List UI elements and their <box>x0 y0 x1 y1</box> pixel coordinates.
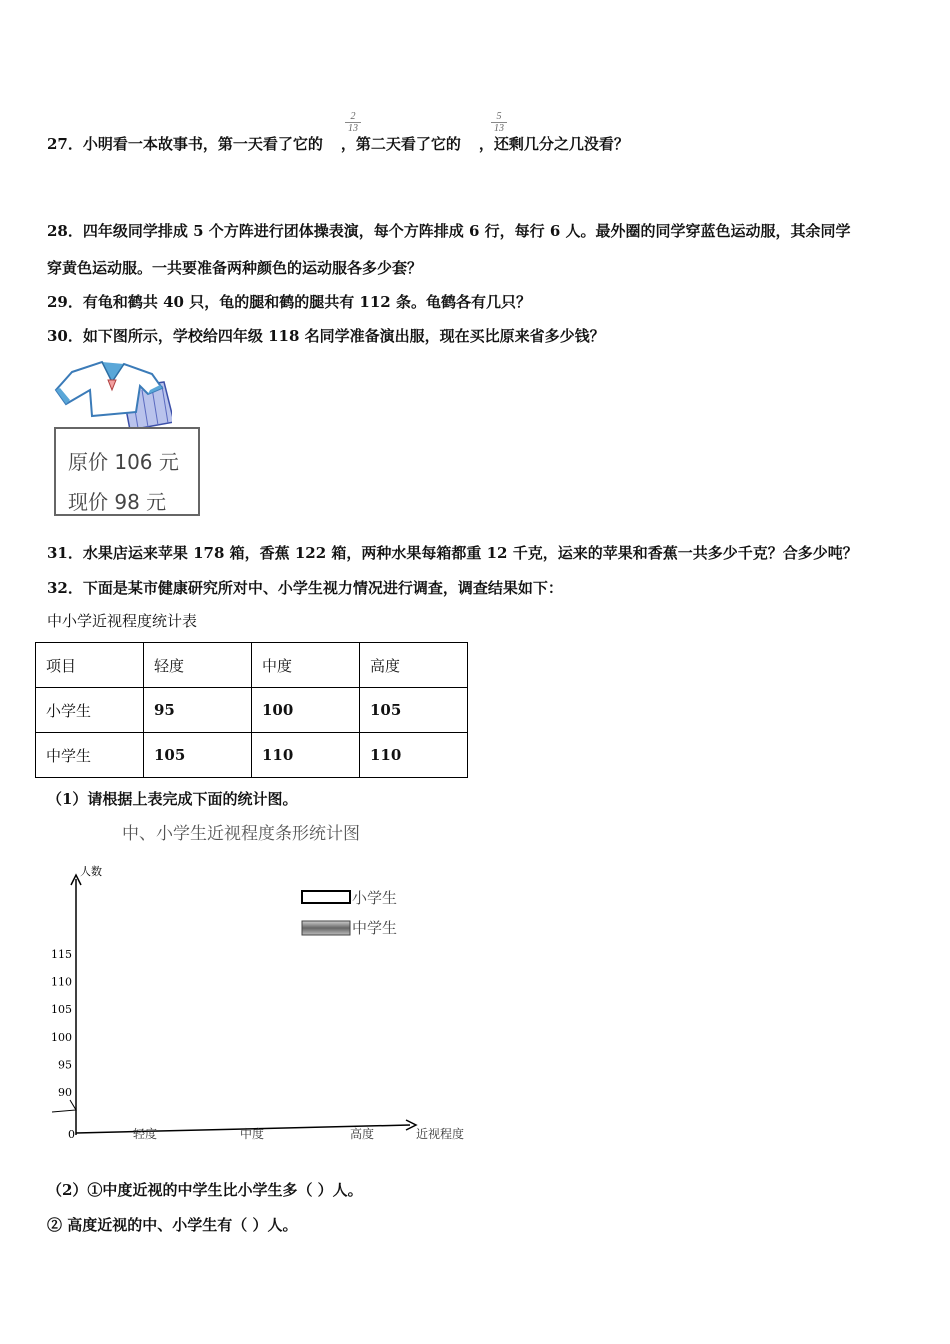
table-header-row <box>36 643 468 688</box>
table-row <box>36 733 468 778</box>
table-row <box>36 688 468 733</box>
table-cell: 小学生 <box>36 688 144 733</box>
legend-label-secondary: 中学生 <box>352 919 398 937</box>
table-header-cell: 高度 <box>360 643 468 688</box>
table-cell: 95 <box>144 688 252 733</box>
costume-illustration <box>52 360 172 432</box>
question-31: 31．水果店运来苹果 178 箱，香蕉 122 箱，两种水果每箱都重 12 千克，运来的苹果和香蕉一共多少千克？合多少吨？ <box>47 544 858 562</box>
myopia-table <box>35 642 468 778</box>
q27-fraction-1 <box>345 111 361 134</box>
question-32-part2a: （2）①中度近视的中学生比小学生多（ ）人。 <box>47 1181 363 1199</box>
table-header-cell: 项目 <box>36 643 144 688</box>
table-title: 中小学近视程度统计表 <box>47 612 198 630</box>
y-tick-label: 90 <box>58 1086 72 1099</box>
q27-text-part3: ，还剩几分之几没看？ <box>478 135 629 153</box>
table-header-cell: 轻度 <box>144 643 252 688</box>
fraction-numerator: 5 <box>491 111 507 123</box>
q27-text-part2: ，第二天看了它的 <box>340 135 461 153</box>
fraction-denominator: 13 <box>348 123 358 134</box>
x-category-label: 中度 <box>239 1127 265 1141</box>
chart-title: 中、小学生近视程度条形统计图 <box>122 824 360 844</box>
table-cell: 105 <box>144 733 252 778</box>
y-tick-label: 95 <box>58 1058 72 1072</box>
question-28-line1: 28．四年级同学排成 5 个方阵进行团体操表演，每个方阵排成 6 行，每行 6 人。最外圈的同学穿蓝色运动服，其余同学 <box>47 222 851 240</box>
price-box <box>54 427 200 516</box>
table-cell: 110 <box>360 733 468 778</box>
q27-fraction-2 <box>491 111 507 134</box>
y-axis-label: 人数 <box>80 865 102 878</box>
bar-chart <box>40 815 480 1150</box>
question-30: 30．如下图所示，学校给四年级 118 名同学准备演出服，现在买比原来省多少钱？ <box>47 327 605 345</box>
fraction-numerator: 2 <box>345 111 361 123</box>
table-cell: 中学生 <box>36 733 144 778</box>
table-cell: 105 <box>360 688 468 733</box>
y-tick-label: 110 <box>51 975 72 989</box>
legend-swatch-secondary <box>302 921 350 935</box>
question-28-line2: 穿黄色运动服。一共要准备两种颜色的运动服各多少套？ <box>47 259 423 277</box>
legend-label-primary: 小学生 <box>352 889 398 907</box>
table-cell: 110 <box>252 733 360 778</box>
y-tick-label: 100 <box>51 1030 72 1044</box>
q27-text-part1: 27．小明看一本故事书，第一天看了它的 <box>47 135 323 153</box>
question-27 <box>47 134 629 154</box>
question-29: 29．有龟和鹤共 40 只，龟的腿和鹤的腿共有 112 条。龟鹤各有几只？ <box>47 293 531 311</box>
question-32: 32．下面是某市健康研究所对中、小学生视力情况进行调查，调查结果如下： <box>47 579 563 597</box>
table-header-cell: 中度 <box>252 643 360 688</box>
question-32-part2b: ② 高度近视的中、小学生有（ ）人。 <box>47 1216 298 1234</box>
original-price: 原价 106 元 <box>68 450 179 474</box>
question-32-part1: （1）请根据上表完成下面的统计图。 <box>47 790 298 808</box>
x-category-label: 轻度 <box>132 1127 158 1141</box>
y-tick-label: 115 <box>51 948 72 961</box>
current-price: 现价 98 元 <box>68 490 167 514</box>
fraction-denominator: 13 <box>494 123 504 134</box>
legend-swatch-primary <box>302 891 350 903</box>
x-category-label: 高度 <box>349 1127 375 1141</box>
axis-break-icon <box>52 1100 76 1112</box>
origin-label: 0 <box>68 1128 75 1141</box>
table-cell: 100 <box>252 688 360 733</box>
x-axis-label: 近视程度 <box>416 1127 465 1141</box>
y-tick-label: 105 <box>51 1003 72 1017</box>
